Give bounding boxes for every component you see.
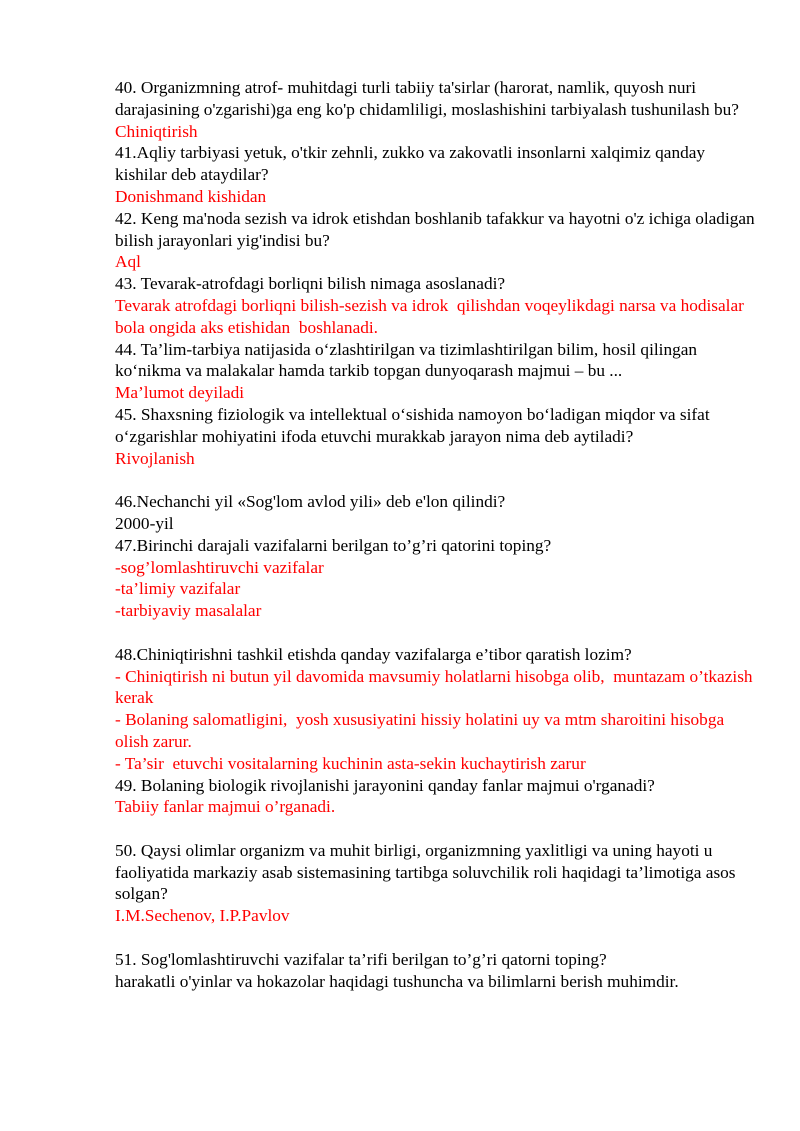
answer-list-item: - Bolaning salomatligini, yosh xususiyatini hissiy holatini uy va mtm sharoitini hisobga olish zarur. xyxy=(115,710,729,751)
question-block-49 xyxy=(115,775,755,819)
blank-line xyxy=(115,469,755,491)
document-page xyxy=(115,77,762,992)
question-block-44 xyxy=(115,339,755,404)
answer-text: Donishmand kishidan xyxy=(115,186,267,206)
question-text: 42. Keng ma'noda sezish va idrok etishdan boshlanib tafakkur va hayotni o'z ichiga oladigan bilish jarayonlari yig'indisi bu? xyxy=(115,208,760,250)
question-text: 47.Birinchi darajali vazifalarni berilgan to’g’ri qatorini toping? xyxy=(115,535,552,555)
answer-text: Tabiiy fanlar majmui o’rganadi. xyxy=(115,797,336,817)
answer-text-plain: 2000-yil xyxy=(115,513,174,533)
question-block-51 xyxy=(115,949,755,993)
answer-text: Chiniqtirish xyxy=(115,121,198,141)
question-block-50 xyxy=(115,840,755,927)
question-block-45 xyxy=(115,404,755,469)
answer-text: Tevarak atrofdagi borliqni bilish-sezish va idrok qilishdan voqeylikdagi narsa va hodisalar bola ongida aks etishidan boshlanadi. xyxy=(115,295,753,337)
question-text: 50. Qaysi olimlar organizm va muhit birligi, organizmning yaxlitligi va uning hayoti u faoliyatida markaziy asab sistemasining tartibga soluvchilik roli haqidagi ta’limotiga asos solgan? xyxy=(115,840,740,904)
question-text: 46.Nechanchi yil «Sog'lom avlod yili» deb e'lon qilindi? xyxy=(115,492,506,512)
question-block-48 xyxy=(115,644,762,775)
question-block-42 xyxy=(115,208,760,273)
answer-list-item: - Chiniqtirish ni butun yil davomida mavsumiy holatlarni hisobga olib, muntazam o’tkazish kerak xyxy=(115,666,762,708)
question-text: 48.Chiniqtirishni tashkil etishda qanday vazifalarga e’tibor qaratish lozim? xyxy=(115,644,632,664)
answer-text-plain: harakatli o'yinlar va hokazolar haqidagi tushuncha va bilimlarni berish muhimdir. xyxy=(115,971,679,991)
blank-line xyxy=(115,818,755,840)
question-text: 49. Bolaning biologik rivojlanishi jarayonini qanday fanlar majmui o'rganadi? xyxy=(115,775,655,795)
question-block-41 xyxy=(115,142,755,207)
answer-text: Aql xyxy=(115,252,141,272)
answer-text: I.M.Sechenov, I.P.Pavlov xyxy=(115,906,290,926)
question-text: 51. Sog'lomlashtiruvchi vazifalar ta’rifi berilgan to’g’ri qatorni toping? xyxy=(115,949,607,969)
question-block-43 xyxy=(115,273,755,338)
answer-list-item: -sog’lomlashtiruvchi vazifalar xyxy=(115,557,324,577)
question-block-40 xyxy=(115,77,755,142)
answer-list-item: - Ta’sir etuvchi vositalarning kuchinin asta-sekin kuchaytirish zarur xyxy=(115,753,586,773)
answer-list-item: -ta’limiy vazifalar xyxy=(115,579,241,599)
question-text: 43. Tevarak-atrofdagi borliqni bilish nimaga asoslanadi? xyxy=(115,274,506,294)
question-block-46 xyxy=(115,491,755,535)
answer-list-item: -tarbiyaviy masalalar xyxy=(115,601,262,621)
answer-text: Ma’lumot deyiladi xyxy=(115,383,245,403)
question-text: 44. Ta’lim-tarbiya natijasida o‘zlashtirilgan va tizimlashtirilgan bilim, hosil qilingan ko‘nikma va malakalar hamda tarkib topgan dunyoqarash majmui – bu ... xyxy=(115,339,702,381)
question-text: 45. Shaxsning fiziologik va intellektual o‘sishida namoyon bo‘ladigan miqdor va sifat o‘zgarishlar mohiyatini ifoda etuvchi murakkab jarayon nima deb aytiladi? xyxy=(115,404,714,446)
answer-text: Rivojlanish xyxy=(115,448,195,468)
question-text: 40. Organizmning atrof- muhitdagi turli tabiiy ta'sirlar (harorat, namlik, quyosh nuri darajasining o'zgarishi)ga eng ko'p chidamliligi, moslashishini tarbiyalash tushunilash bu? xyxy=(115,78,739,119)
blank-line xyxy=(115,622,755,644)
question-text: 41.Aqliy tarbiyasi yetuk, o'tkir zehnli, zukko va zakovatli insonlarni xalqimiz qanday kishilar deb ataydilar? xyxy=(115,143,710,185)
question-block-47 xyxy=(115,535,755,622)
blank-line xyxy=(115,927,755,949)
